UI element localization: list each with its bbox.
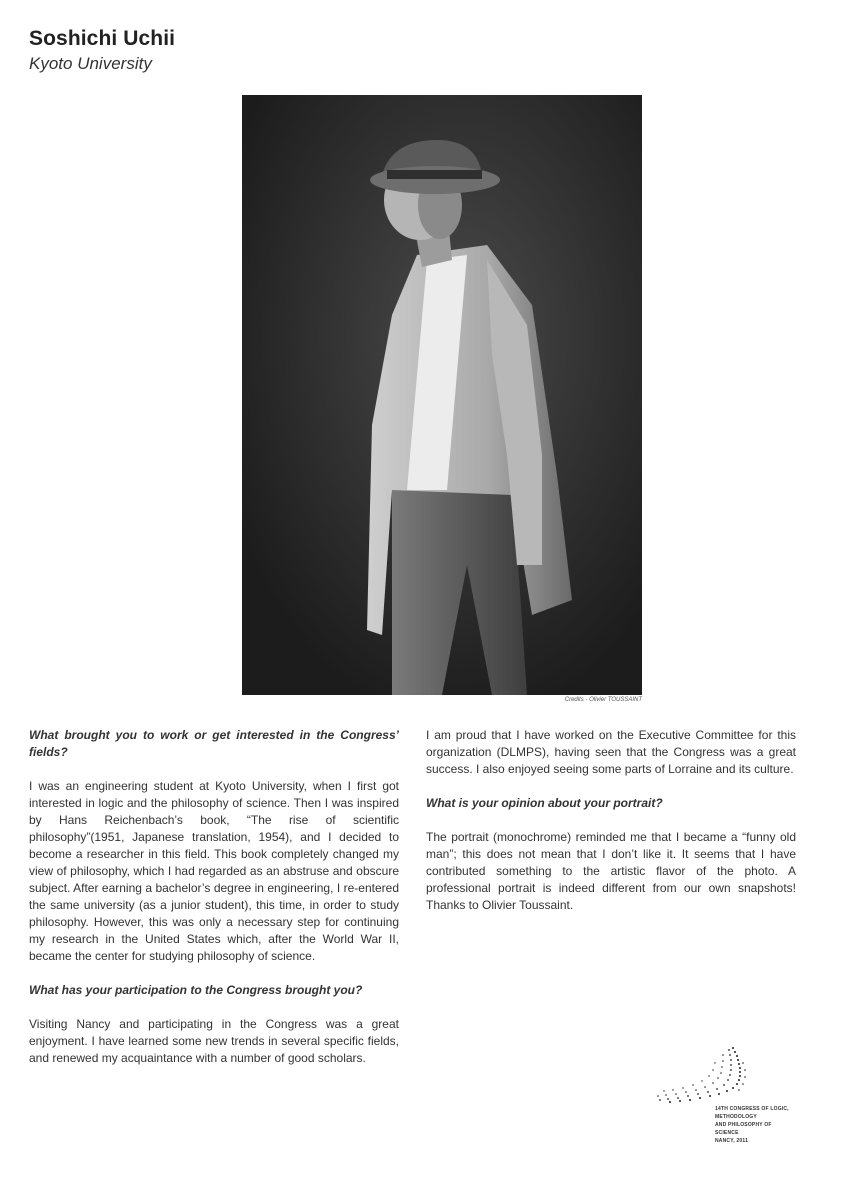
answer-3: The portrait (monochrome) reminded me that I became a “funny old man”; this does not mean that I don’t like it. It seems that I have contributed something to the artistic flavor of the photo. A professional portrait is indeed different from our own snapshots! Thanks to Olivier Toussaint.	[426, 830, 796, 912]
question-3: What is your opinion about your portrait?	[426, 796, 663, 810]
interview-right-column	[426, 727, 796, 931]
logo-line-2: METHODOLOGY	[715, 1114, 757, 1120]
logo-line-4: NANCY, 2011	[715, 1138, 749, 1144]
interview-left-column	[29, 727, 399, 1084]
question-2: What has your participation to the Congress brought you?	[29, 983, 363, 997]
congress-logo-mark	[655, 1043, 795, 1103]
answer-1: I was an engineering student at Kyoto University, when I first got interested in logic and the philosophy of science. Then I was inspired by Hans Reichenbach’s book, “The rise of scientific philosophy”(1951, Japanese translation, 1954), and I decided to become a researcher in this field. This book completely changed my view of philosophy, which I had regarded as an abstruse and obscure subject. After earning a bachelor’s degree in engineering, I re-entered the same university (as a junior student), this time, in order to study philosophy. However, this was only a necessary step for continuing my research in the United States which, after the World War II, became the center for studying philosophy of science.	[29, 779, 399, 963]
person-name: Soshichi Uchii	[29, 27, 176, 50]
answer-2-continued: I am proud that I have worked on the Executive Committee for this organization (DLMPS), having seen that the Congress was a great success. I also enjoyed seeing some parts of Lorraine and its culture.	[426, 728, 796, 776]
person-affiliation: Kyoto University	[29, 54, 152, 73]
portrait-illustration	[242, 95, 642, 695]
question-1: What brought you to work or get interested in the Congress’ fields?	[29, 728, 399, 759]
answer-2: Visiting Nancy and participating in the Congress was a great enjoyment. I have learned some new trends in several specific fields, and renewed my acquaintance with a number of good scholars.	[29, 1017, 399, 1065]
portrait-photo	[242, 95, 642, 695]
logo-line-1: 14TH CONGRESS OF LOGIC,	[715, 1106, 789, 1112]
logo-line-3: AND PHILOSOPHY OF SCIENCE	[715, 1122, 772, 1136]
photo-credits: Credits - Olivier TOUSSAINT	[564, 697, 642, 703]
congress-logo	[655, 1043, 795, 1144]
congress-logo-text	[715, 1105, 795, 1145]
